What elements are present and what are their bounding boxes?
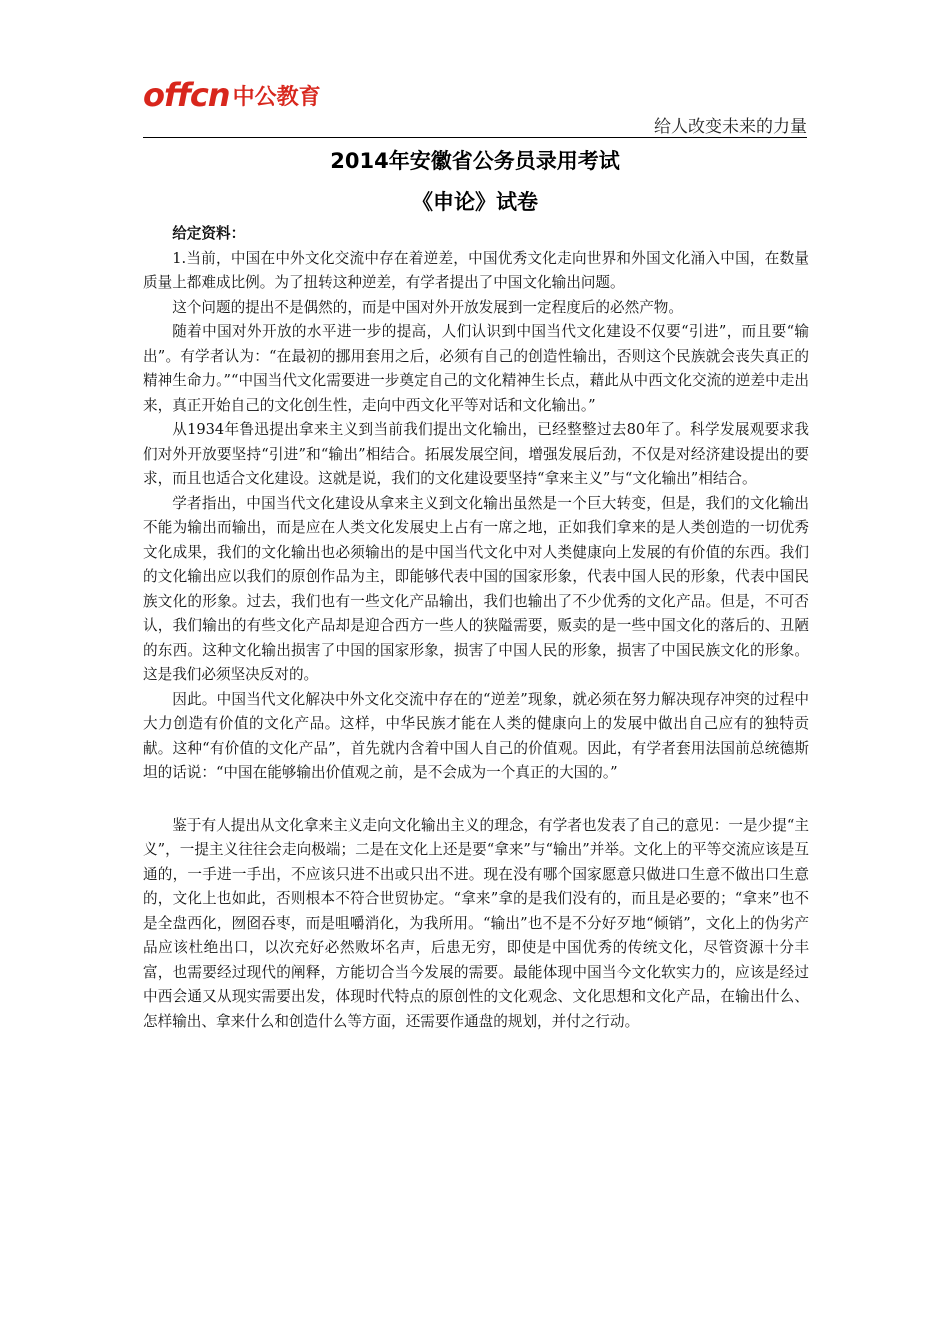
document-body (143, 222, 809, 1034)
paragraph: 鉴于有人提出从文化拿来主义走向文化输出主义的理念，有学者也发表了自己的意见：一是少提“主义”，一提主义往往会走向极端；二是在文化上还是要“拿来”与“输出”并举。文化上的平等交流应该是互通的，一手进一手出，不应该只进不出或只出不进。现在没有哪个国家愿意只做进口生意不做出口生意的，文化上也如此，否则根本不符合世贸协定。“拿来”拿的是我们没有的，而且是必要的；“拿来”也不是全盘西化，囫囵吞枣，而是咀嚼消化，为我所用。“输出”也不是不分好歹地“倾销”，文化上的伪劣产品应该杜绝出口，以次充好必然败坏名声，后患无穷，即使是中国优秀的传统文化，尽管资源十分丰富，也需要经过现代的阐释，方能切合当今发展的需要。最能体现中国当今文化软实力的，应该是经过中西会通又从现实需要出发，体现时代特点的原创性的文化观念、文化思想和文化产品，在输出什么、怎样输出、拿来什么和创造什么等方面，还需要作通盘的规划，并付之行动。 (143, 816, 809, 1030)
page-header (143, 70, 807, 140)
document-subtitle: 《申论》试卷 (412, 190, 538, 214)
paragraph: 从1934年鲁迅提出拿来主义到当前我们提出文化输出，已经整整过去80年了。科学发展观要求我们对外开放要坚持“引进”和“输出”相结合。拓展发展空间，增强发展后劲，不仅是对经济建设提出的要求，而且也适合文化建设。这就是说，我们的文化建设要坚持“拿来主义”与“文化输出”相结合。 (143, 421, 809, 487)
document-title: 2014年安徽省公务员录用考试 (330, 149, 620, 173)
paragraph: 随着中国对外开放的水平进一步的提高，人们认识到中国当代文化建设不仅要“引进”，而且要“输出”。有学者认为：“在最初的挪用套用之后，必须有自己的创造性输出，否则这个民族就会丧失真正的精神生命力。”“中国当代文化需要进一步奠定自己的文化精神生长点，藉此从中西文化交流的逆差中走出来，真正开始自己的文化创生性，走向中西文化平等对话和文化输出。” (143, 323, 809, 414)
paragraph: 这个问题的提出不是偶然的，而是中国对外开放发展到一定程度后的必然产物。 (172, 298, 683, 316)
section-label: 给定资料： (172, 225, 246, 242)
paragraph-spacer (143, 786, 809, 814)
header-slogan: 给人改变未来的力量 (654, 117, 807, 137)
logo-chinese-name: 中公教育 (232, 84, 321, 110)
paragraph: 1.当前，中国在中外文化交流中存在着逆差，中国优秀文化走向世界和外国文化涌入中国，在数量质量上都难成比例。为了扭转这种逆差，有学者提出了中国文化输出问题。 (143, 249, 809, 291)
offcn-logo (143, 76, 321, 114)
paragraph: 因此。中国当代文化解决中外文化交流中存在的“逆差”现象，就必须在努力解决现存冲突的过程中大力创造有价值的文化产品。这样，中华民族才能在人类的健康向上的发展中做出自己应有的独特贡献。这种“有价值的文化产品”，首先就内含着中国人自己的价值观。因此，有学者套用法国前总统德斯坦的话说：“中国在能够输出价值观之前，是不会成为一个真正的大国的。” (143, 690, 809, 781)
paragraph: 学者指出，中国当代文化建设从拿来主义到文化输出虽然是一个巨大转变，但是，我们的文化输出不能为输出而输出，而是应在人类文化发展史上占有一席之地，正如我们拿来的是人类创造的一切优秀文化成果，我们的文化输出也必须输出的是中国当代文化中对人类健康向上发展的有价值的东西。我们的文化输出应以我们的原创作品为主，即能够代表中国的国家形象，代表中国人民的形象，代表中国民族文化的形象。过去，我们也有一些文化产品输出，我们也输出了不少优秀的文化产品。但是，不可否认，我们输出的有些文化产品却是迎合西方一些人的狭隘需要，贩卖的是一些中国文化的落后的、丑陋的东西。这种文化输出损害了中国的国家形象，损害了中国人民的形象，损害了中国民族文化的形象。这是我们必须坚决反对的。 (143, 494, 809, 683)
logo-wordmark: offcn (143, 76, 230, 114)
header-divider (143, 137, 807, 138)
